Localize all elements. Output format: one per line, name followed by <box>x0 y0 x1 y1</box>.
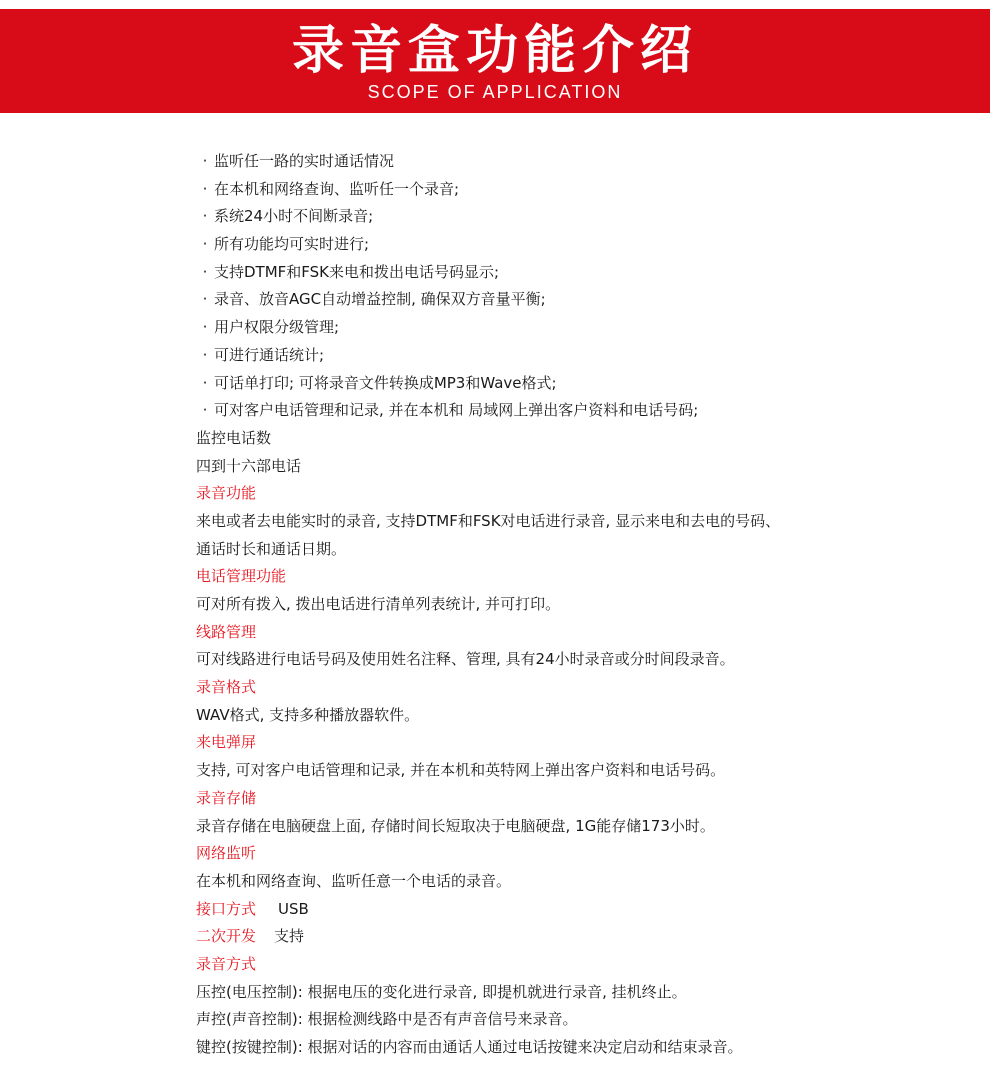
section-heading-popup: 来电弹屏 <box>196 733 257 752</box>
section-text: 通话时长和通话日期。 <box>196 539 347 558</box>
content-body <box>196 148 976 1062</box>
feature-list <box>196 148 976 425</box>
record-mode-voice: 声控(声音控制): 根据检测线路中是否有声音信号来录音。 <box>196 1010 578 1029</box>
bullet-dot: · <box>202 345 208 364</box>
bullet-dot: · <box>202 318 208 337</box>
bullet-dot: · <box>202 179 208 198</box>
bullet-dot: · <box>202 401 208 420</box>
title-banner <box>0 9 990 113</box>
bullet-dot: · <box>202 152 208 170</box>
feature-item: · 支持DTMF和FSK来电和拨出电话号码显示; <box>196 259 976 287</box>
section-heading-record-mode: 录音方式 <box>196 954 257 973</box>
section-heading-line-management: 线路管理 <box>196 622 257 641</box>
bullet-dot: · <box>202 262 208 281</box>
feature-item: · 录音、放音AGC自动增益控制, 确保双方音量平衡; <box>196 286 976 314</box>
section-text: 可对所有拨入, 拨出电话进行清单列表统计, 并可打印。 <box>196 595 561 613</box>
page-title: 录音盒功能介绍 <box>291 21 698 81</box>
bullet-dot: · <box>202 235 208 254</box>
section-text: 支持, 可对客户电话管理和记录, 并在本机和英特网上弹出客户资料和电话号码。 <box>196 761 726 780</box>
section-heading-storage: 录音存储 <box>196 788 257 807</box>
monitor-value: 四到十六部电话 <box>196 456 302 475</box>
section-heading-call-management: 电话管理功能 <box>196 567 287 586</box>
section-heading-network-monitor: 网络监听 <box>196 844 257 863</box>
page-subtitle: SCOPE OF APPLICATION <box>367 82 623 102</box>
section-text: 录音存储在电脑硬盘上面, 存储时间长短取决于电脑硬盘, 1G能存储173小时。 <box>196 816 715 835</box>
monitor-label: 监控电话数 <box>196 428 272 447</box>
development-row <box>196 923 976 951</box>
feature-item: · 在本机和网络查询、监听任一个录音; <box>196 176 976 204</box>
development-label: 二次开发 <box>196 927 257 946</box>
bullet-dot: · <box>202 207 208 226</box>
feature-item: · 可对客户电话管理和记录, 并在本机和 局域网上弹出客户资料和电话号码; <box>196 397 976 425</box>
feature-item: · 可话单打印; 可将录音文件转换成MP3和Wave格式; <box>196 370 976 398</box>
feature-item: · 监听任一路的实时通话情况 <box>196 148 976 176</box>
feature-item: · 用户权限分级管理; <box>196 314 976 342</box>
development-value: 支持 <box>274 927 305 946</box>
feature-item: · 系统24小时不间断录音; <box>196 203 976 231</box>
section-heading-recording: 录音功能 <box>196 484 257 503</box>
interface-row <box>196 896 976 924</box>
interface-label: 接口方式 <box>196 899 257 918</box>
section-text: 来电或者去电能实时的录音, 支持DTMF和FSK对电话进行录音, 显示来电和去电的号码、 <box>196 511 781 530</box>
interface-value: USB <box>278 899 309 918</box>
section-text: 在本机和网络查询、监听任意一个电话的录音。 <box>196 871 512 890</box>
section-heading-format: 录音格式 <box>196 678 257 697</box>
bullet-dot: · <box>202 290 208 309</box>
feature-item: · 所有功能均可实时进行; <box>196 231 976 259</box>
bullet-dot: · <box>202 373 208 392</box>
section-text: 可对线路进行电话号码及使用姓名注释、管理, 具有24小时录音或分时间段录音。 <box>196 650 735 669</box>
record-mode-voltage: 压控(电压控制): 根据电压的变化进行录音, 即提机就进行录音, 挂机终止。 <box>196 982 687 1001</box>
section-text: WAV格式, 支持多种播放器软件。 <box>196 705 420 724</box>
record-mode-key: 键控(按键控制): 根据对话的内容而由通话人通过电话按键来决定启动和结束录音。 <box>196 1038 743 1056</box>
feature-item: · 可进行通话统计; <box>196 342 976 370</box>
